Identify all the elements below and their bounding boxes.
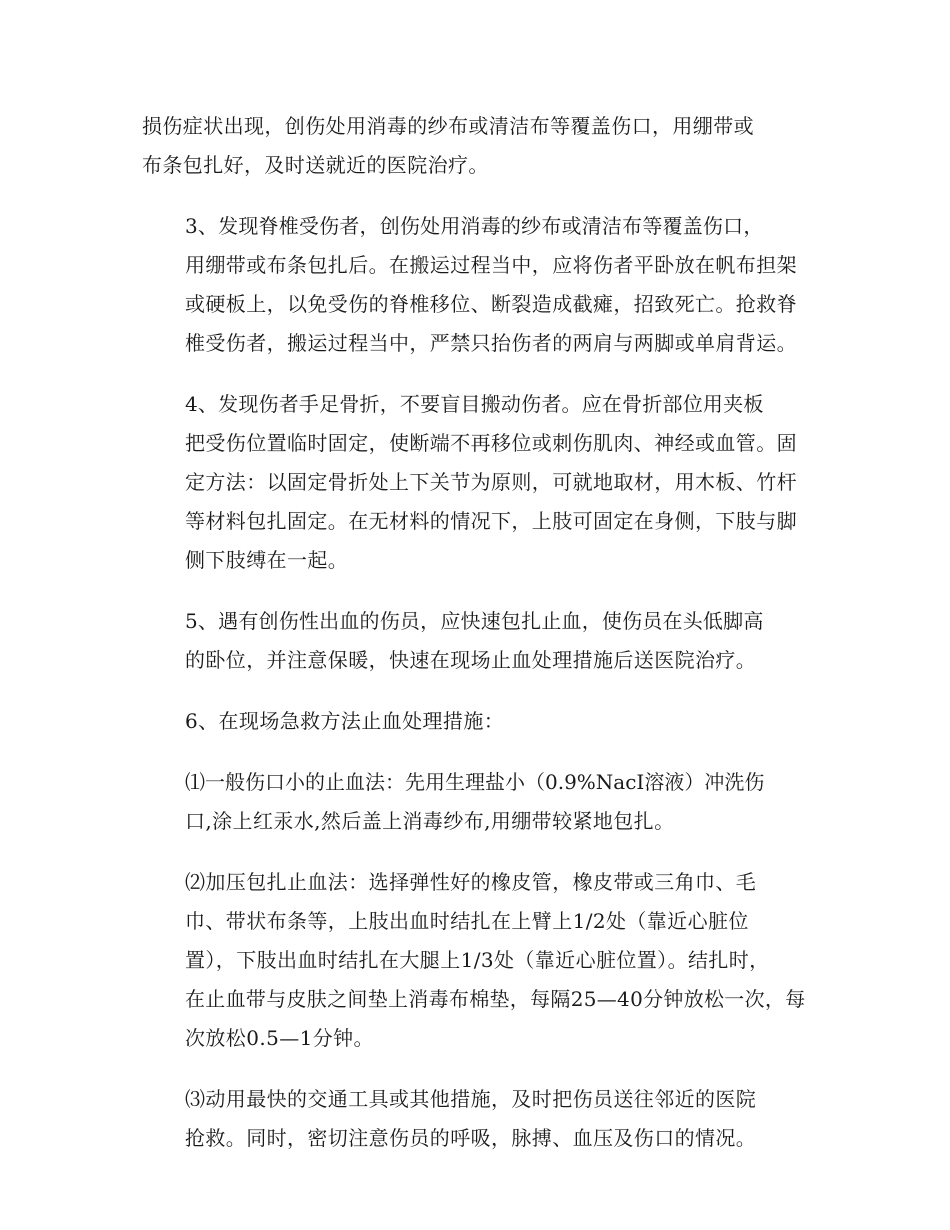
paragraph-2 xyxy=(142,207,808,363)
text-line: 口,涂上红汞水,然后盖上消毒纱布,用绷带较紧地包扎。 xyxy=(185,809,675,833)
text-line: 把受伤位置临时固定，使断端不再移位或刺伤肌肉、神经或血管。固 xyxy=(185,431,797,455)
text-line: 等材料包扎固定。在无材料的情况下，上肢可固定在身侧，下肢与脚 xyxy=(185,509,797,533)
text-line: 布条包扎好，及时送就近的医院治疗。 xyxy=(142,153,489,177)
text-line: 抢救。同时，密切注意伤员的呼吸，脉搏、血压及伤口的情况。 xyxy=(185,1126,757,1150)
paragraph-4 xyxy=(142,602,808,680)
text-line: 4、发现伤者手足骨折，不要盲目搬动伤者。应在骨折部位用夹板 xyxy=(185,392,764,416)
text-line: 6、在现场急救方法止血处理措施： xyxy=(185,709,505,733)
text-line: 5、遇有创伤性出血的伤员，应快速包扎止血，使伤员在头低脚高 xyxy=(185,609,764,633)
paragraph-1 xyxy=(142,107,808,185)
text-line: 椎受伤者，搬运过程当中，严禁只抬伤者的两肩与两脚或单肩背运。 xyxy=(185,331,797,355)
paragraph-3 xyxy=(142,385,808,580)
text-line: 次放松0.5—1分钟。 xyxy=(185,1026,374,1050)
text-line: 在止血带与皮肤之间垫上消毒布棉垫，每隔25—40分钟放松一次，每 xyxy=(185,987,806,1011)
text-line: ⑴一般伤口小的止血法：先用生理盐小（0.9%NacI溶液）冲洗伤 xyxy=(185,770,765,794)
paragraph-8 xyxy=(142,1080,808,1158)
paragraph-7 xyxy=(142,863,808,1058)
text-line: 或硬板上，以免受伤的脊椎移位、断裂造成截瘫，招致死亡。抢救脊 xyxy=(185,292,797,316)
text-line: 3、发现脊椎受伤者，创伤处用消毒的纱布或清洁布等覆盖伤口， xyxy=(185,214,764,238)
text-line: 损伤症状出现，创伤处用消毒的纱布或清洁布等覆盖伤口，用绷带或 xyxy=(142,114,754,138)
text-line: 的卧位，并注意保暖，快速在现场止血处理措施后送医院治疗。 xyxy=(185,648,757,672)
text-line: ⑵加压包扎止血法：选择弹性好的橡皮管，橡皮带或三角巾、毛 xyxy=(185,870,757,894)
text-line: 侧下肢缚在一起。 xyxy=(185,548,349,572)
text-line: ⑶动用最快的交通工具或其他措施，及时把伤员送往邻近的医院 xyxy=(185,1087,757,1111)
text-line: 置），下肢出血时结扎在大腿上1/3处（靠近心脏位置）。结扎时， xyxy=(185,948,770,972)
paragraph-6 xyxy=(142,763,808,841)
text-line: 用绷带或布条包扎后。在搬运过程当中，应将伤者平卧放在帆布担架 xyxy=(185,253,797,277)
paragraph-5 xyxy=(142,702,808,741)
document-body xyxy=(142,107,808,1180)
text-line: 定方法：以固定骨折处上下关节为原则，可就地取材，用木板、竹杆 xyxy=(185,470,797,494)
text-line: 巾、带状布条等，上肢出血时结扎在上臂上1/2处（靠近心脏位 xyxy=(185,909,749,933)
